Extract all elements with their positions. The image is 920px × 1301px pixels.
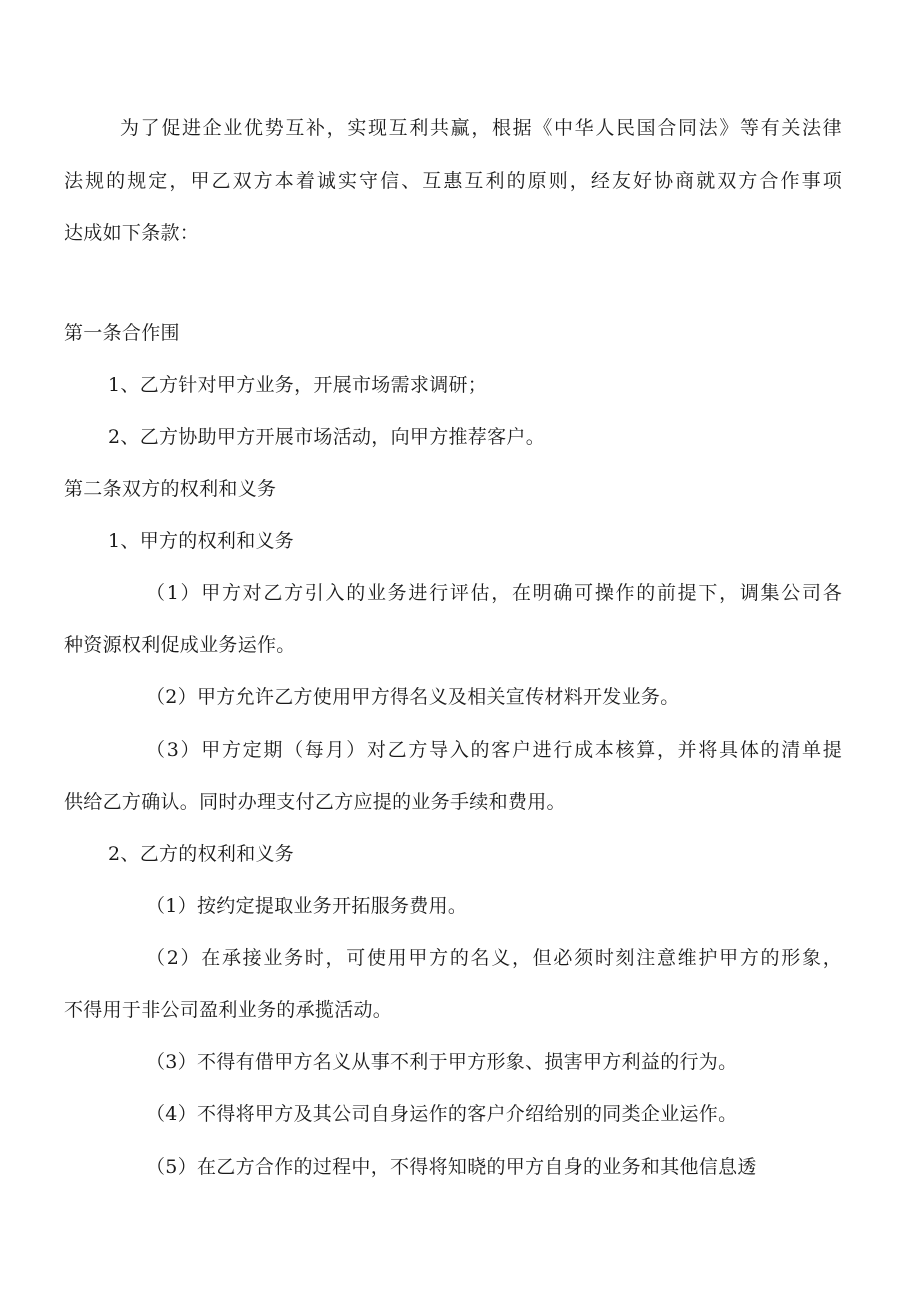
party-a-clause-3-line-1: （3）甲方定期（每月）对乙方导入的客户进行成本核算，并将具体的清单提	[146, 739, 842, 761]
party-a-clause-1-line-2: 种资源权利促成业务运作。	[64, 634, 296, 656]
party-a-heading: 1、甲方的权利和义务	[108, 530, 295, 552]
article-1-heading: 第一条合作围	[64, 322, 180, 344]
article-2-heading: 第二条双方的权利和义务	[64, 478, 277, 500]
party-b-clause-3: （3）不得有借甲方名义从事不利于甲方形象、损害甲方利益的行为。	[146, 1051, 738, 1073]
intro-line-2: 法规的规定，甲乙双方本着诚实守信、互惠互利的原则，经友好协商就双方合作事项	[64, 170, 842, 192]
party-b-clause-5: （5）在乙方合作的过程中，不得将知晓的甲方自身的业务和其他信息透	[146, 1156, 757, 1178]
party-a-clause-3-line-2: 供给乙方确认。同时办理支付乙方应提的业务手续和费用。	[64, 791, 566, 813]
party-b-clause-4: （4）不得将甲方及其公司自身运作的客户介绍给别的同类企业运作。	[146, 1103, 738, 1125]
party-a-clause-1-line-1: （1）甲方对乙方引入的业务进行评估，在明确可操作的前提下，调集公司各	[146, 582, 842, 604]
party-b-heading: 2、乙方的权利和义务	[108, 843, 295, 865]
article-1-item-2: 2、乙方协助甲方开展市场活动，向甲方推荐客户。	[108, 426, 545, 448]
party-b-clause-2-line-1: （2）在承接业务时，可使用甲方的名义，但必须时刻注意维护甲方的形象，	[146, 947, 842, 969]
party-a-clause-2: （2）甲方允许乙方使用甲方得名义及相关宣传材料开发业务。	[146, 686, 680, 708]
party-b-clause-1: （1）按约定提取业务开拓服务费用。	[146, 895, 468, 917]
intro-line-3: 达成如下条款：	[64, 222, 200, 244]
party-b-clause-2-line-2: 不得用于非公司盈利业务的承揽活动。	[64, 999, 393, 1021]
intro-line-1: 为了促进企业优势互补，实现互利共赢，根据《中华人民国合同法》等有关法律	[120, 117, 842, 139]
article-1-item-1: 1、乙方针对甲方业务，开展市场需求调研；	[108, 374, 488, 396]
